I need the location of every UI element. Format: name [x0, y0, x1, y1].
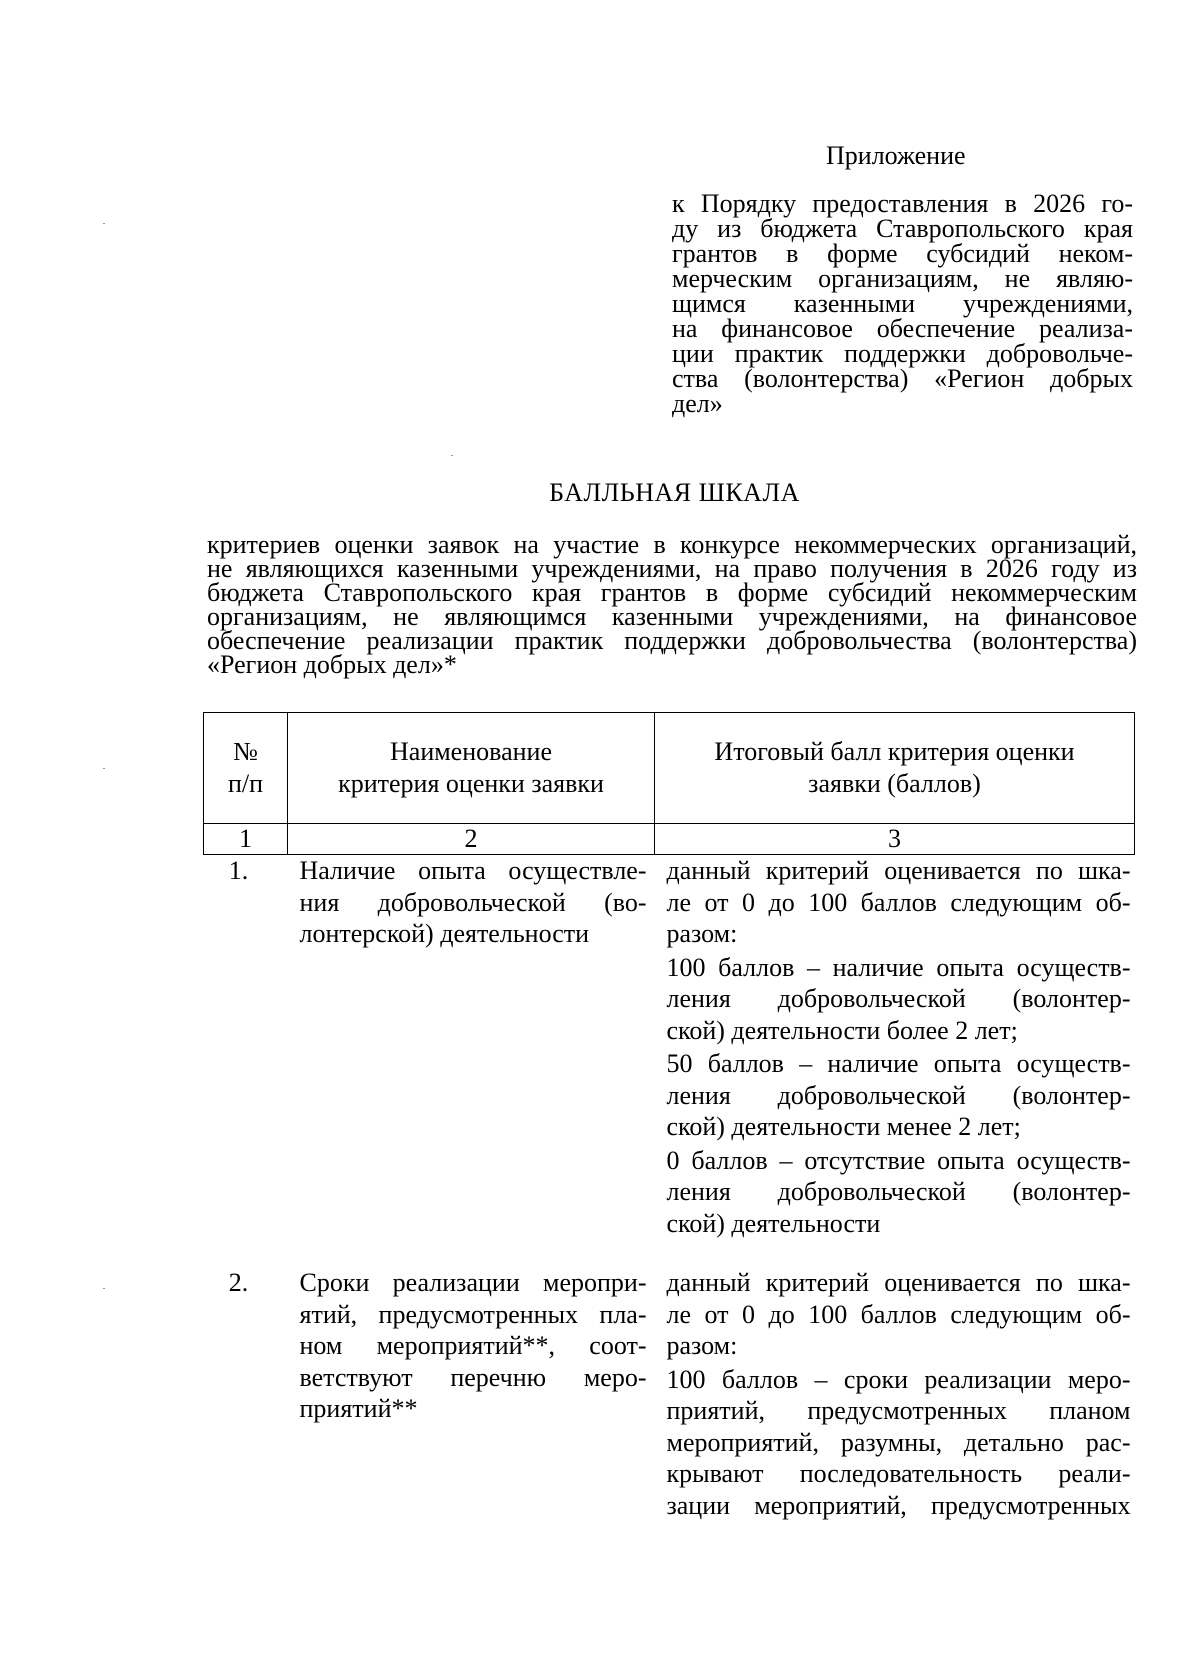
scan-speck [103, 1288, 105, 1289]
appendix-line: мерческим организациям, не являю- [672, 264, 1133, 293]
header-text: № [233, 737, 258, 766]
header-cell-number [204, 713, 288, 824]
appendix-title: Приложение [826, 141, 966, 170]
scan-speck [103, 768, 105, 769]
description-line: приятий, предусмотренных планом [666, 1396, 1131, 1425]
description-line: разом: [666, 1331, 738, 1360]
table-header-row [204, 713, 1135, 824]
criterion-line: ния добровольческой (во- [299, 887, 647, 917]
description-line: зации мероприятий, предусмотренных [666, 1490, 1131, 1520]
scan-speck [103, 223, 105, 224]
criterion-line: ятий, предусмотренных пла- [299, 1299, 647, 1329]
criterion-line: Наличие опыта осуществле- [299, 856, 647, 885]
description-paragraph [667, 1048, 1131, 1143]
description-line: ления добровольческой (волонтер- [666, 1080, 1131, 1110]
subtitle-line: бюджета Ставропольского края грантов в форме субсидий некоммерческим [207, 578, 1137, 607]
description-line: ской) деятельности более 2 лет; [666, 1015, 1018, 1045]
scan-speck [451, 455, 453, 456]
scale-subtitle [207, 530, 1137, 679]
criterion-line: приятий** [299, 1394, 418, 1423]
header-cell-score [655, 713, 1135, 824]
appendix-line: ства (волонтерства) «Регион добрых [672, 364, 1133, 393]
description-line: ле от 0 до 100 баллов следующим об- [666, 887, 1131, 917]
description-line: ской) деятельности [666, 1208, 881, 1238]
criterion-line: Сроки реализации меропри- [299, 1268, 647, 1297]
header-text: Итоговый балл критерия оценки [714, 737, 1075, 766]
appendix-line: ции практик поддержки добровольче- [672, 339, 1133, 368]
description-line: ления добровольческой (волонтер- [666, 984, 1131, 1013]
header-cell-criterion [288, 713, 655, 824]
criterion-description [655, 855, 1135, 1268]
description-line: 100 баллов – наличие опыта осуществ- [666, 952, 1131, 982]
table-row [204, 1267, 1135, 1521]
header-text: заявки (баллов) [808, 769, 981, 798]
appendix-line: к Порядку предоставления в 2026 го- [672, 189, 1133, 218]
criterion-line: ветствуют перечню меро- [299, 1362, 647, 1392]
criteria-table [203, 712, 1135, 1521]
appendix-line: грантов в форме субсидий неком- [672, 239, 1133, 268]
appendix-line: щимся казенными учреждениями, [672, 289, 1133, 318]
description-paragraph [667, 1145, 1131, 1240]
column-number: 1 [204, 824, 288, 855]
subtitle-line: не являющихся казенными учреждениями, на право получения в 2026 году из [207, 554, 1137, 583]
description-paragraph [667, 952, 1131, 1047]
criterion-description [655, 1267, 1135, 1521]
description-line: крывают последовательность реали- [666, 1459, 1131, 1488]
subtitle-line: «Регион добрых дел»* [207, 650, 457, 679]
description-paragraph [667, 1364, 1131, 1522]
criterion-name [288, 855, 655, 1268]
description-line: 100 баллов – сроки реализации меро- [666, 1364, 1131, 1394]
criterion-line: лонтерской) деятельности [299, 919, 590, 948]
description-line: данный критерий оценивается по шка- [666, 1268, 1131, 1297]
column-number: 2 [288, 824, 655, 855]
description-line: ской) деятельности менее 2 лет; [666, 1112, 1021, 1141]
row-number: 1. [228, 856, 249, 885]
column-number: 3 [655, 824, 1135, 855]
description-line: разом: [666, 919, 738, 948]
row-number: 2. [228, 1268, 249, 1297]
header-text: Наименование [390, 737, 552, 766]
criterion-line: ном мероприятий**, соот- [299, 1331, 647, 1360]
description-line: данный критерий оценивается по шка- [666, 856, 1131, 885]
description-line: ле от 0 до 100 баллов следующим об- [666, 1299, 1131, 1329]
appendix-line: ду из бюджета Ставропольского края [672, 214, 1133, 243]
description-paragraph [667, 1267, 1131, 1362]
subtitle-line: обеспечение реализации практик поддержки добровольчества (волонтерства) [207, 626, 1137, 655]
description-line: 50 баллов – наличие опыта осуществ- [666, 1049, 1131, 1078]
scale-title: БАЛЛЬНАЯ ШКАЛА [549, 478, 800, 507]
description-line: мероприятий, разумны, детально рас- [666, 1427, 1131, 1457]
subtitle-line: организациям, не являющимся казенными учреждениями, на финансовое [207, 602, 1137, 631]
subtitle-line: критериев оценки заявок на участие в конкурсе некоммерческих организаций, [207, 530, 1137, 559]
table-row [204, 855, 1135, 1268]
column-number-row [204, 824, 1135, 855]
appendix-line: на финансовое обеспечение реализа- [672, 314, 1133, 343]
criterion-name [288, 1267, 655, 1521]
header-text: критерия оценки заявки [338, 769, 604, 798]
description-line: ления добровольческой (волонтер- [666, 1177, 1131, 1206]
header-text: п/п [227, 769, 264, 798]
appendix-line: дел» [672, 389, 723, 418]
description-line: 0 баллов – отсутствие опыта осуществ- [666, 1145, 1131, 1175]
description-paragraph [667, 855, 1131, 950]
appendix-text [672, 191, 1133, 416]
